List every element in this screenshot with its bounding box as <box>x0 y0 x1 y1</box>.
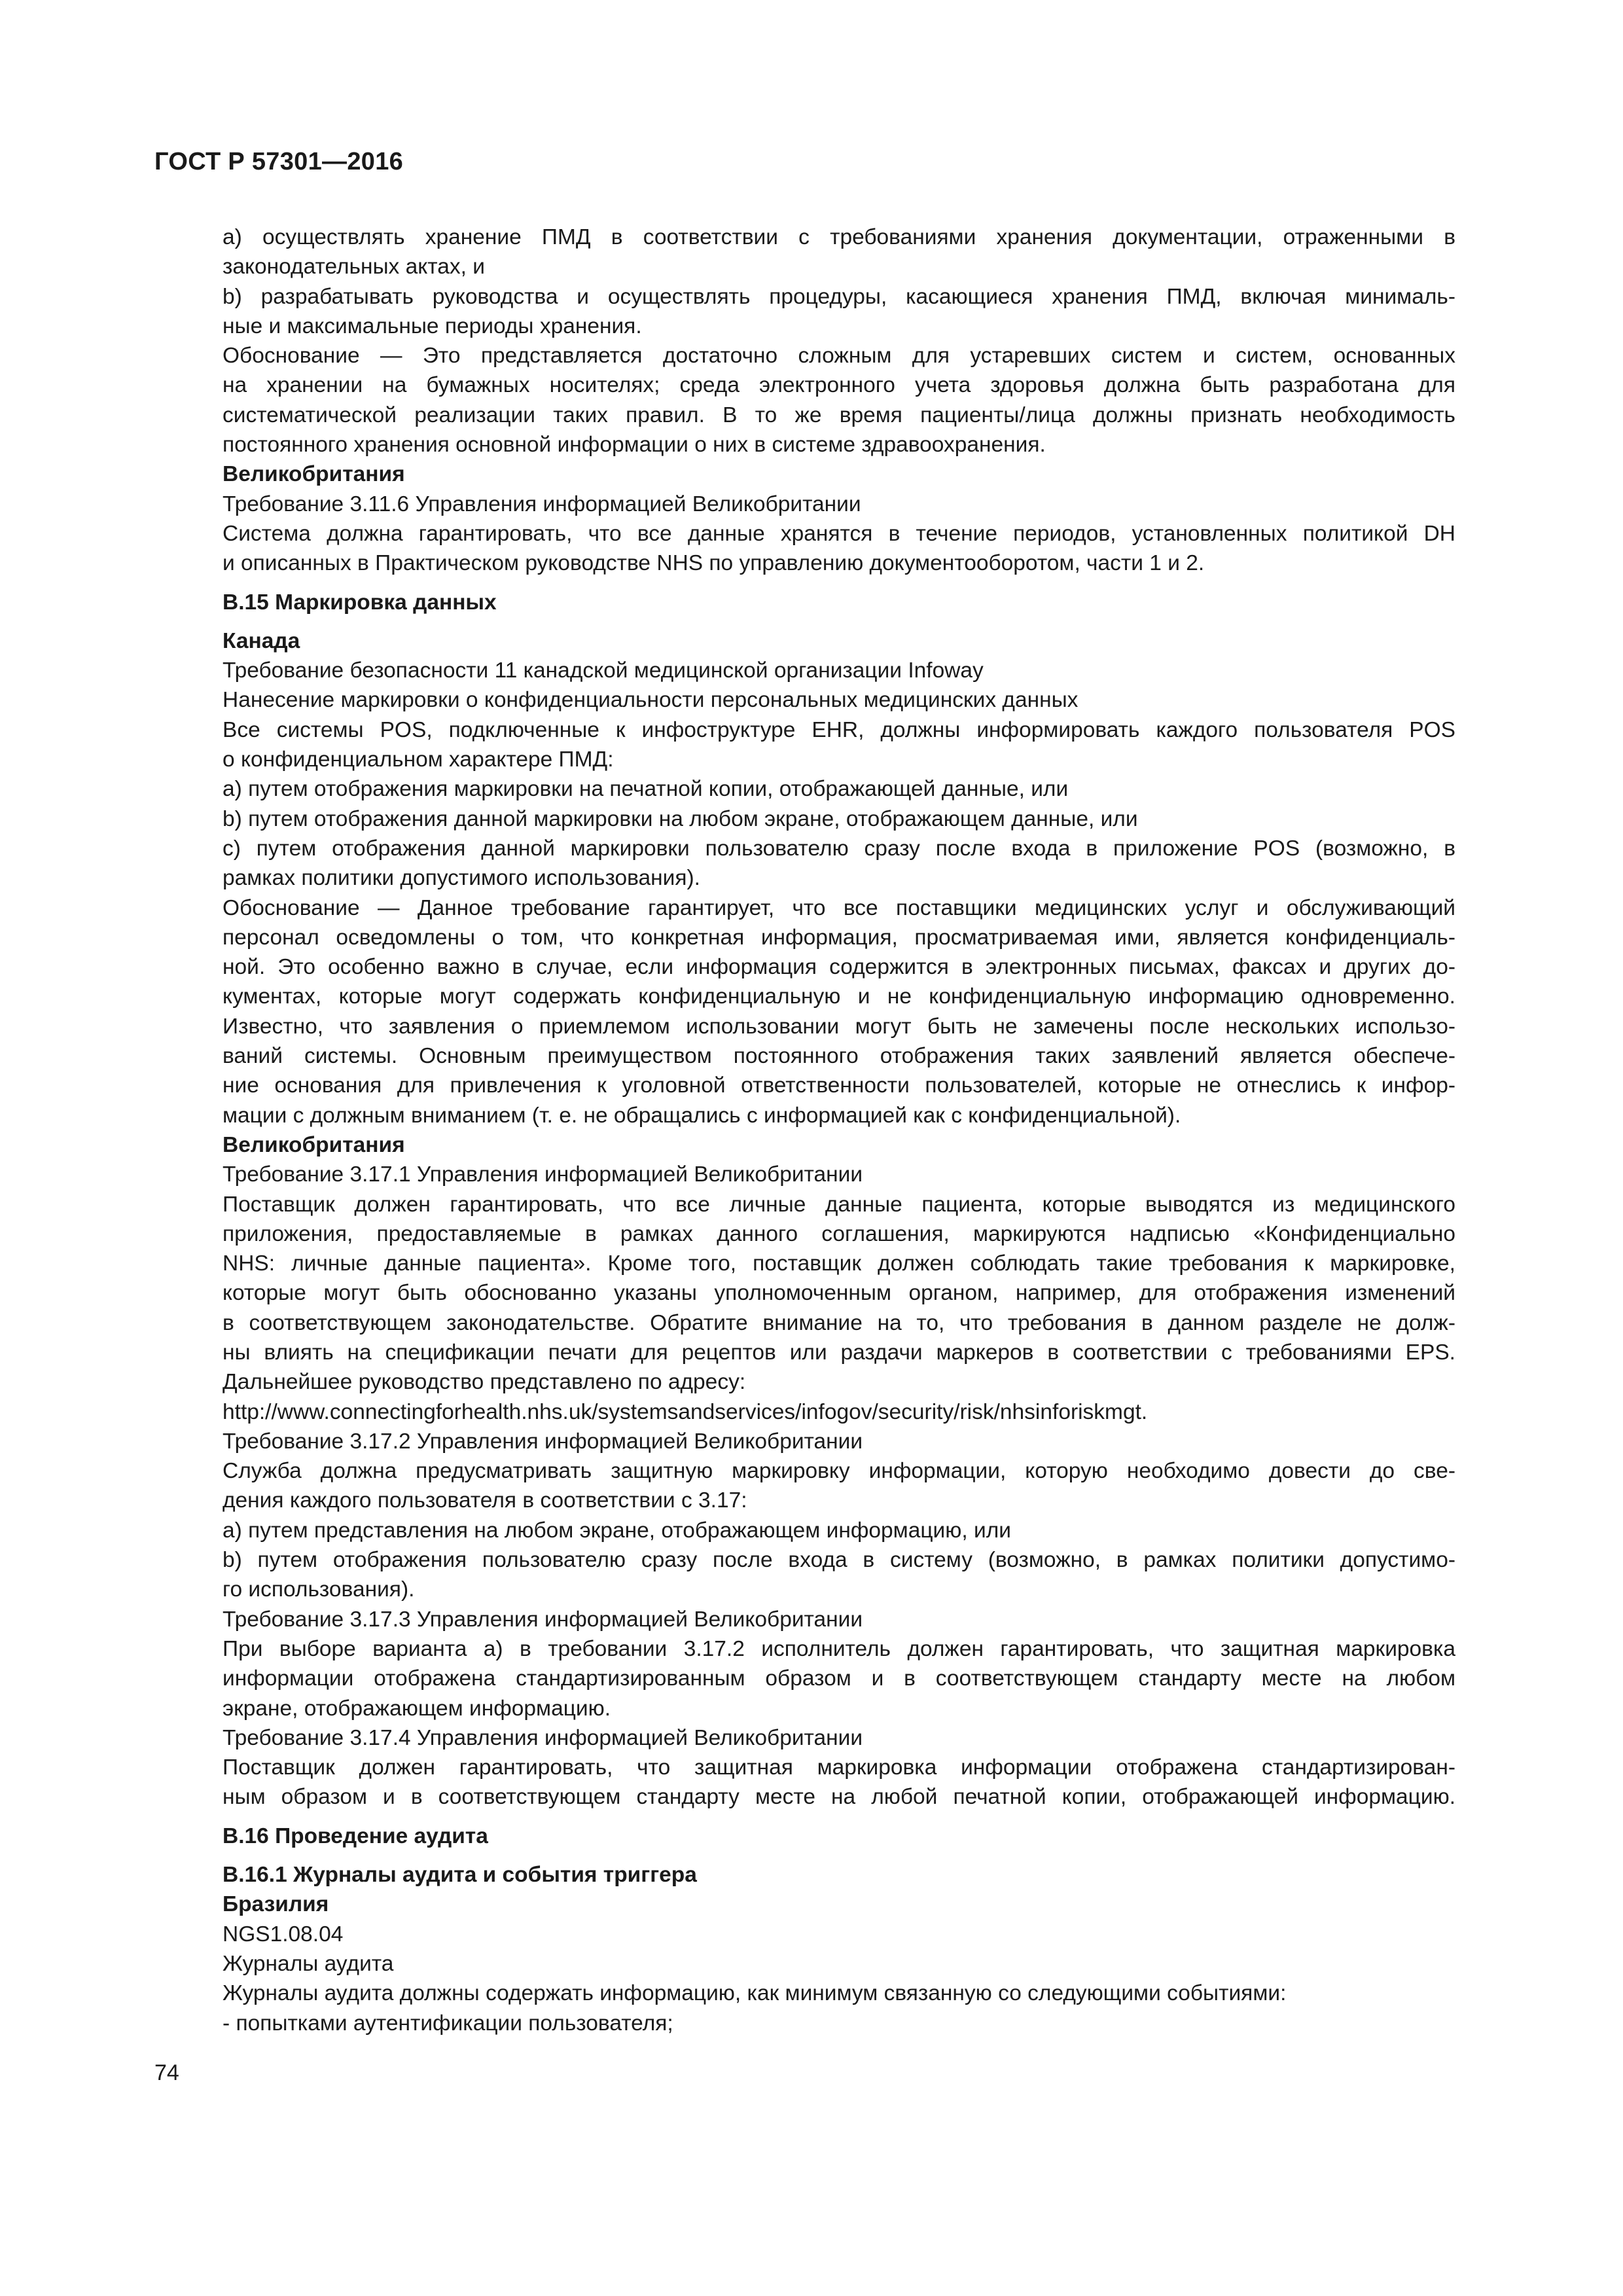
text-line: ваний системы. Основным преимуществом постоянного отображения таких заявлений является обеспече- <box>223 1044 1455 1069</box>
text-line: которые могут быть обоснованно указаны уполномоченным органом, например, для отображения изменений <box>223 1281 1455 1306</box>
section-heading-line: Канада <box>223 628 300 653</box>
text-line: о конфиденциальном характере ПМД: <box>223 747 614 772</box>
text-line: Обоснование — Это представляется достаточно сложным для устаревших систем и систем, основанных <box>223 344 1455 368</box>
section-heading-line: В.16 Проведение аудита <box>223 1823 488 1848</box>
text-line: в соответствующем законодательстве. Обратите внимание на то, что требования в данном разделе не долж- <box>223 1310 1455 1335</box>
document-body <box>223 223 1455 2038</box>
text-line: Поставщик должен гарантировать, что защитная маркировка информации отображена стандартизирован- <box>223 1755 1455 1780</box>
text-line: и описанных в Практическом руководстве NHS по управлению документооборотом, части 1 и 2. <box>223 551 1205 576</box>
text-line: Обоснование — Данное требование гарантирует, что все поставщики медицинских услуг и обслуживающий <box>223 895 1455 920</box>
text-line: Все системы POS, подключенные к инфоструктуре EHR, должны информировать каждого пользователя POS <box>223 717 1455 742</box>
text-line: NGS1.08.04 <box>223 1922 344 1946</box>
text-line: ным образом и в соответствующем стандарту месте на любой печатной копии, отображающей информацию. <box>223 1785 1455 1810</box>
text-line: c) путем отображения данной маркировки пользователю сразу после входа в приложение POS (возможно, в <box>223 836 1455 861</box>
text-line: Журналы аудита должны содержать информацию, как минимум связанную со следующими событиями: <box>223 1981 1287 2006</box>
text-line: Требование 3.17.1 Управления информацией Великобритании <box>223 1162 863 1187</box>
section-heading-line: В.15 Маркировка данных <box>223 590 497 615</box>
text-line: NHS: личные данные пациента». Кроме того, поставщик должен соблюдать такие требования к маркировке, <box>223 1251 1455 1276</box>
text-line: b) путем отображения пользователю сразу после входа в систему (возможно, в рамках политики допустимо- <box>223 1548 1455 1573</box>
text-line: а) осуществлять хранение ПМД в соответствии с требованиями хранения документации, отраженными в <box>223 225 1455 249</box>
text-line: Требование 3.17.4 Управления информацией Великобритании <box>223 1725 863 1750</box>
text-line: ны влиять на спецификации печати для рецептов или раздачи маркеров в соответствии с требованиями EPS. <box>223 1340 1455 1365</box>
text-line: Дальнейшее руководство представлено по адресу: <box>223 1370 746 1395</box>
text-line: Требование 3.11.6 Управления информацией Великобритании <box>223 492 861 516</box>
text-line: ные и максимальные периоды хранения. <box>223 314 642 338</box>
text-line: Нанесение маркировки о конфиденциальности персональных медицинских данных <box>223 688 1079 713</box>
text-line: информации отображена стандартизированным образом и в соответствующем стандарту месте на любом <box>223 1666 1455 1691</box>
text-line: b) путем отображения данной маркировки на любом экране, отображающем данные, или <box>223 806 1138 831</box>
section-heading-line: Великобритания <box>223 462 405 487</box>
text-line: При выборе варианта а) в требовании 3.17.2 исполнитель должен гарантировать, что защитная маркировка <box>223 1636 1455 1661</box>
text-line: ние основания для привлечения к уголовной ответственности пользователей, которые не отнеслись к инфор- <box>223 1073 1455 1098</box>
section-heading-line: В.16.1 Журналы аудита и события триггера <box>223 1863 697 1888</box>
text-line: го использования). <box>223 1577 415 1602</box>
paragraph-gap <box>223 1851 1455 1860</box>
text-line: Поставщик должен гарантировать, что все личные данные пациента, которые выводятся из медицинского <box>223 1192 1455 1217</box>
document-header-title: ГОСТ Р 57301—2016 <box>154 148 404 175</box>
text-line: систематической реализации таких правил. В то же время пациенты/лица должны признать необходимость <box>223 403 1455 427</box>
text-line: Журналы аудита <box>223 1951 394 1976</box>
text-line: Требование безопасности 11 канадской медицинской организации Infoway <box>223 658 984 683</box>
text-line: http://www.connectingforhealth.nhs.uk/systemsandservices/infogov/security/risk/nhsinforiskmgt. <box>223 1399 1148 1424</box>
text-line: экране, отображающем информацию. <box>223 1696 611 1721</box>
section-heading-line: Великобритания <box>223 1132 405 1157</box>
text-line: b) разрабатывать руководства и осуществлять процедуры, касающиеся хранения ПМД, включая минималь- <box>223 284 1455 309</box>
text-line: дения каждого пользователя в соответствии с 3.17: <box>223 1488 747 1513</box>
text-line: мации с должным вниманием (т. е. не обращались с информацией как с конфиденциальной). <box>223 1103 1181 1128</box>
paragraph-gap <box>223 1812 1455 1821</box>
text-line: Требование 3.17.3 Управления информацией Великобритании <box>223 1607 863 1632</box>
text-line: Требование 3.17.2 Управления информацией Великобритании <box>223 1429 863 1454</box>
text-line: на хранении на бумажных носителях; среда электронного учета здоровья должна быть разработана для <box>223 373 1455 398</box>
text-line: Известно, что заявления о приемлемом использовании могут быть не замечены после нескольких использо- <box>223 1014 1455 1039</box>
text-line: ной. Это особенно важно в случае, если информация содержится в электронных письмах, факсах и других до- <box>223 955 1455 980</box>
text-line: кументах, которые могут содержать конфиденциальную и не конфиденциальную информацию одновременно. <box>223 984 1455 1009</box>
text-line: a) путем представления на любом экране, отображающем информацию, или <box>223 1518 1011 1543</box>
text-line: законодательных актах, и <box>223 255 485 279</box>
text-line: постоянного хранения основной информации о них в системе здравоохранения. <box>223 433 1046 457</box>
page-number: 74 <box>154 2060 179 2085</box>
text-line: Система должна гарантировать, что все данные хранятся в течение периодов, установленных политикой DH <box>223 521 1455 546</box>
text-line: - попытками аутентификации пользователя; <box>223 2011 673 2036</box>
text-line: рамках политики допустимого использования). <box>223 866 700 891</box>
text-line: персонал осведомлены о том, что конкретная информация, просматриваемая ими, является конфиденциаль- <box>223 925 1455 950</box>
paragraph-gap <box>223 617 1455 626</box>
text-line: приложения, предоставляемые в рамках данного соглашения, маркируются надписью «Конфиденциально <box>223 1221 1455 1246</box>
section-heading-line: Бразилия <box>223 1892 329 1917</box>
paragraph-gap <box>223 579 1455 588</box>
text-line: Служба должна предусматривать защитную маркировку информации, которую необходимо довести до све- <box>223 1459 1455 1484</box>
text-line: a) путем отображения маркировки на печатной копии, отображающей данные, или <box>223 777 1069 802</box>
